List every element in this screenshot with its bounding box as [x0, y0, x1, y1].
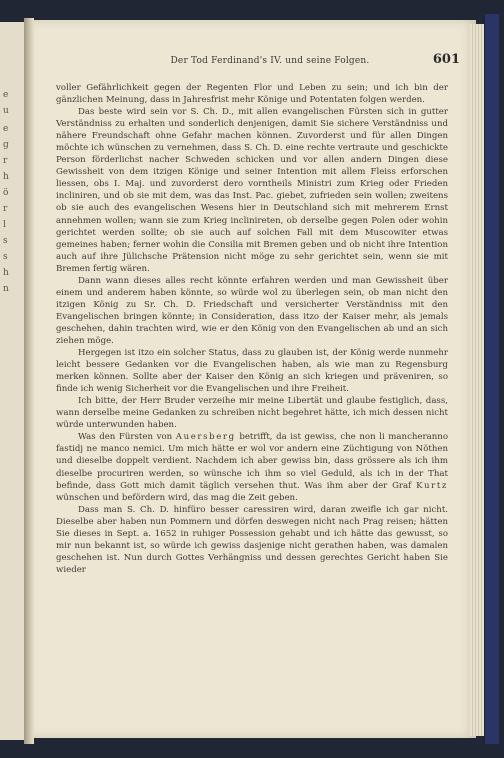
left-page-edge: [0, 22, 25, 740]
left-page-char: u: [3, 106, 9, 116]
left-page-char: s: [3, 236, 8, 246]
left-page-char: s: [3, 252, 8, 262]
left-page-char: g: [3, 140, 9, 150]
paragraph-text: Was den Fürsten von: [78, 432, 173, 443]
left-page-char: r: [3, 204, 8, 214]
paragraph-text: wünschen und befördern wird, das mag die Zeit geben.: [56, 492, 298, 503]
running-title: Der Tod Ferdinand's IV. und seine Folgen.: [170, 56, 370, 66]
book-cover: [484, 14, 499, 744]
left-page-char: l: [3, 220, 6, 230]
paragraph: Dann wann dieses alles recht könnte erfahren werden und man Gewissheit über einem und anderem haben könnte, so würde wol zu überlegen sein, ob man nicht den itzigen König zu Sr. Ch. D. Friedschaft und versicherter Verständniss mit den Evangelischen bringen könnte; in Consideration, dass itzo der Kaiser mehr, als jemals geschehen, dahin trachten wird, wie er den König von den Evangelischen ab und an sich ziehen möge.: [56, 275, 448, 346]
left-page-char: ö: [3, 188, 9, 198]
page-number: 601: [432, 52, 460, 67]
left-page-char: e: [3, 90, 9, 100]
paragraph-text: betrifft, da ist gewiss, che non li mancheranno fastidj ne manco nemici. Um mich hätte er wol vor andern eine Züchtigung von Nöthen und dieselbe doppelt verdient. Nachdem ich aber gewiss bin, dass grössere als ich ihm dieselbe procuriren werden, so wünsche ich ihm so viel Geduld, als ich in der That befinde, dass Gott mich damit täglich versehen thut. Was ihm aber der Graf: [56, 432, 448, 491]
page-body: [56, 82, 448, 576]
paragraph: Das beste wird sein vor S. Ch. D., mit allen evangelischen Fürsten sich in gutter Verständniss zu erhalten und sonderlich denjenigen, damit Sie sichere Verständniss und nähere Freundschaft ohne Gefahr machen können. Zuvorderst und für allen Dingen möchte ich wünschen zu vernehmen, dass S. Ch. D. eine rechte vertraute und geschickte Person förderlichst nacher Schweden schicken und vor allen andern Dingen diese Gewissheit von dem itzigen Könige und seiner Intention mit allem Fleiss erforschen liessen, obs I. Maj. und zuvorderst dero vorntheils Ministri zum Krieg oder Frieden incliniren, und ob sie mit dem, was das Inst. Pac. giebet, zufrieden sein wollen; zweitens ob sie auch des evangelischen Wesens hier in Deutschland sich mit mehrerem Ernst annehmen wollen; wann sie zum Krieg inclinireten, ob derselbe gegen Polen oder wohin gerichtet werden sollte; ob sie auch auf solchen Fall mit dem Muscowiter etwas gemeines haben; ferner wohin die Consilia mit Bremen geben und ob nicht ihre Intention auch auf ihre Jülichsche Prätension nicht möge zu sehr gerichtet sein, wenn sie mit Bremen fertig wären.: [56, 107, 448, 274]
left-page-char: n: [3, 284, 9, 294]
person-name: Kurtz: [416, 480, 448, 491]
paragraph: Dass man S. Ch. D. hinfüro besser caressiren wird, daran zweifle ich gar nicht. Dieselbe aber haben nun Pommern und dörfen deswegen nicht nach Prag reisen; hätten Sie dieses in Sept. a. 1652 in ruhiger Possession gehabt und ich hätte das gewusst, so mir nun bekannt ist, so würde ich gewiss dasjenige nicht gerathen haben, was damalen geschehen ist. Nun durch Gottes Verhängniss und dessen gerechtes Gericht haben Sie wieder: [56, 504, 448, 575]
paragraph: [56, 431, 448, 503]
left-page-char: h: [3, 172, 9, 182]
paragraph: voller Gefährlichkeit gegen der Regenten Flor und Leben zu sein; und ich bin der gänzlichen Meinung, dass in Jahresfrist mehr Könige und Potentaten folgen werden.: [56, 83, 448, 106]
left-page-char: h: [3, 268, 9, 278]
left-page-char: r: [3, 156, 8, 166]
paragraph: Hergegen ist itzo ein solcher Status, dass zu glauben ist, der König werde nunmehr leicht bessere Gedanken vor die Evangelischen haben, als wie man zu Regensburg merken können. Sollte aber der Kaiser den König an sich kriegen und präveniren, so finde ich wenig Sicherheit vor die Evangelischen und ihre Freiheit.: [56, 348, 448, 395]
left-page-char: e: [3, 124, 9, 134]
person-name: Auersberg: [175, 432, 236, 443]
book-gutter: [24, 18, 34, 744]
paragraph: Ich bitte, der Herr Bruder verzeihe mir meine Libertät und glaube festiglich, dass, wann derselbe meine Gedanken zu schreiben nicht begehret hätte, ich mich dessen nicht würde unterwunden haben.: [56, 396, 448, 431]
